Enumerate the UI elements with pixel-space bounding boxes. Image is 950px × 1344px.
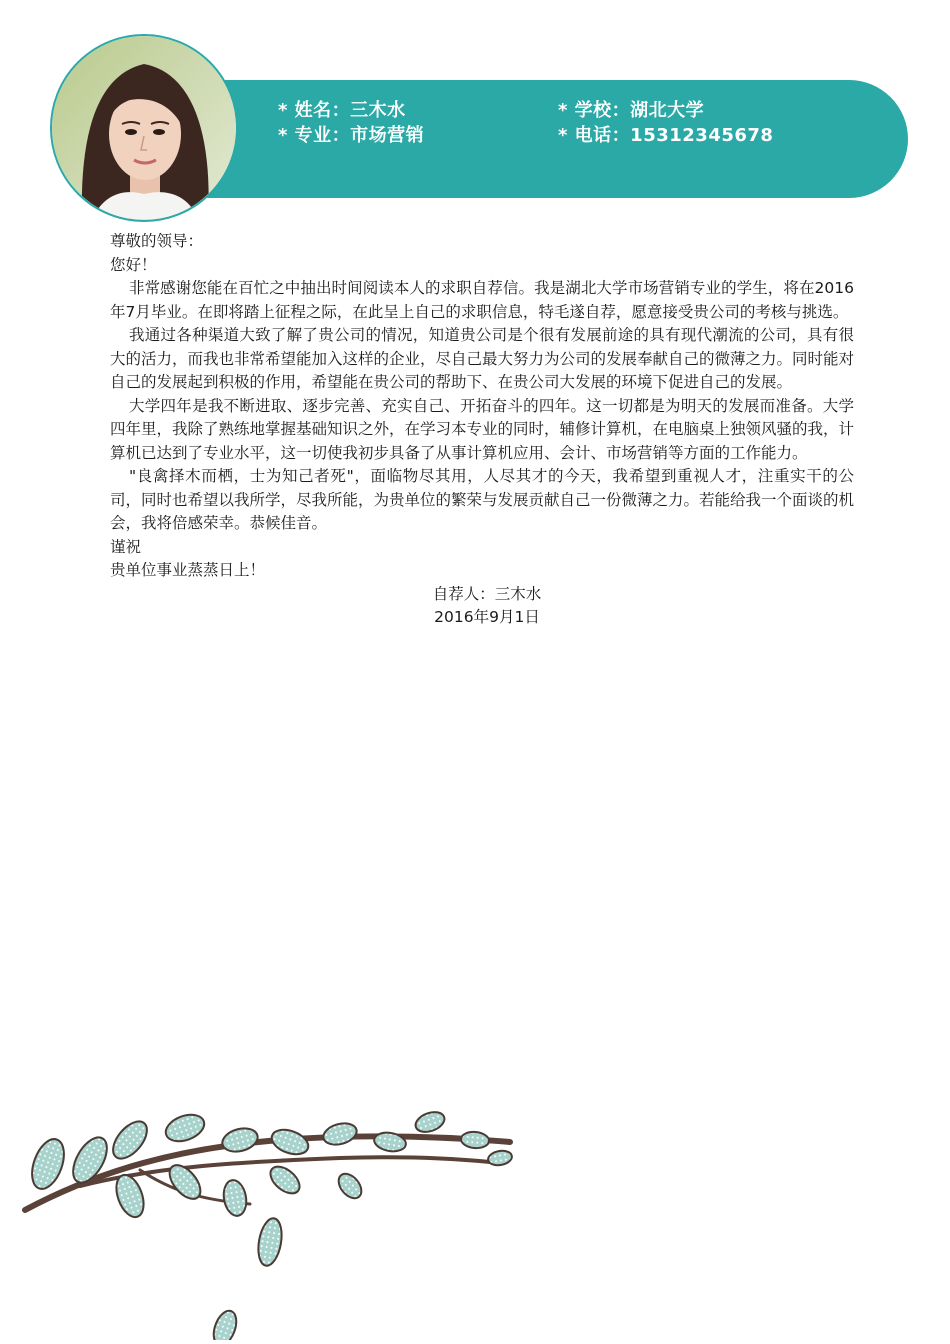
avatar [50,34,238,222]
profile-name: * 姓名：三木水 [278,100,406,121]
letter-paragraph: 非常感谢您能在百忙之中抽出时间阅读本人的求职自荐信。我是湖北大学市场营销专业的学生，将在2016年7月毕业。在即将踏上征程之际，在此呈上自己的求职信息，特毛遂自荐，愿意接受贵公司的考核与挑选。 [110,279,854,321]
profile-school: * 学校：湖北大学 [558,100,705,121]
letter-wish: 贵单位事业蒸蒸日上！ [110,561,266,579]
portrait-image [52,36,236,220]
letter-paragraph: "良禽择木而栖，士为知己者死"，面临物尽其用，人尽其才的今天，我希望到重视人才，注重实干的公司，同时也希望以我所学，尽我所能，为贵单位的繁荣与发展贡献自己一份微薄之力。若能给我一个面谈的机会，我将倍感荣幸。恭候佳音。 [110,467,855,532]
letter-signature: 自荐人：三木水 [432,584,542,603]
letter-closing: 谨祝 [110,537,142,556]
letter-salutation: 尊敬的领导： [110,232,204,250]
profile-major: * 专业：市场营销 [278,125,425,146]
letter-paragraph: 大学四年是我不断进取、逐步完善、充实自己、开拓奋斗的四年。这一切都是为明天的发展而准备。大学四年里，我除了熟练地掌握基础知识之外，在学习本专业的同时，辅修计算机，在电脑桌上独领风骚的我，计算机已达到了专业水平，这一切使我初步具备了从事计算机应用、会计、市场营销等方面的工作能力。 [110,396,855,462]
branch-decoration [20,1100,520,1340]
letter-greeting: 您好！ [110,255,157,274]
letter-date: 2016年9月1日 [434,608,540,626]
letter-paragraph: 我通过各种渠道大致了解了贵公司的情况，知道贵公司是个很有发展前途的具有现代潮流的公司，具有很大的活力，而我也非常希望能加入这样的企业，尽自己最大努力为公司的发展奉献自己的微薄之力。同时能对自己的发展起到积极的作用，希望能在贵公司的帮助下、在贵公司大发展的环境下促进自己的发展。 [110,326,855,391]
cover-letter [110,230,854,630]
profile-phone: * 电话：15312345678 [558,125,774,146]
